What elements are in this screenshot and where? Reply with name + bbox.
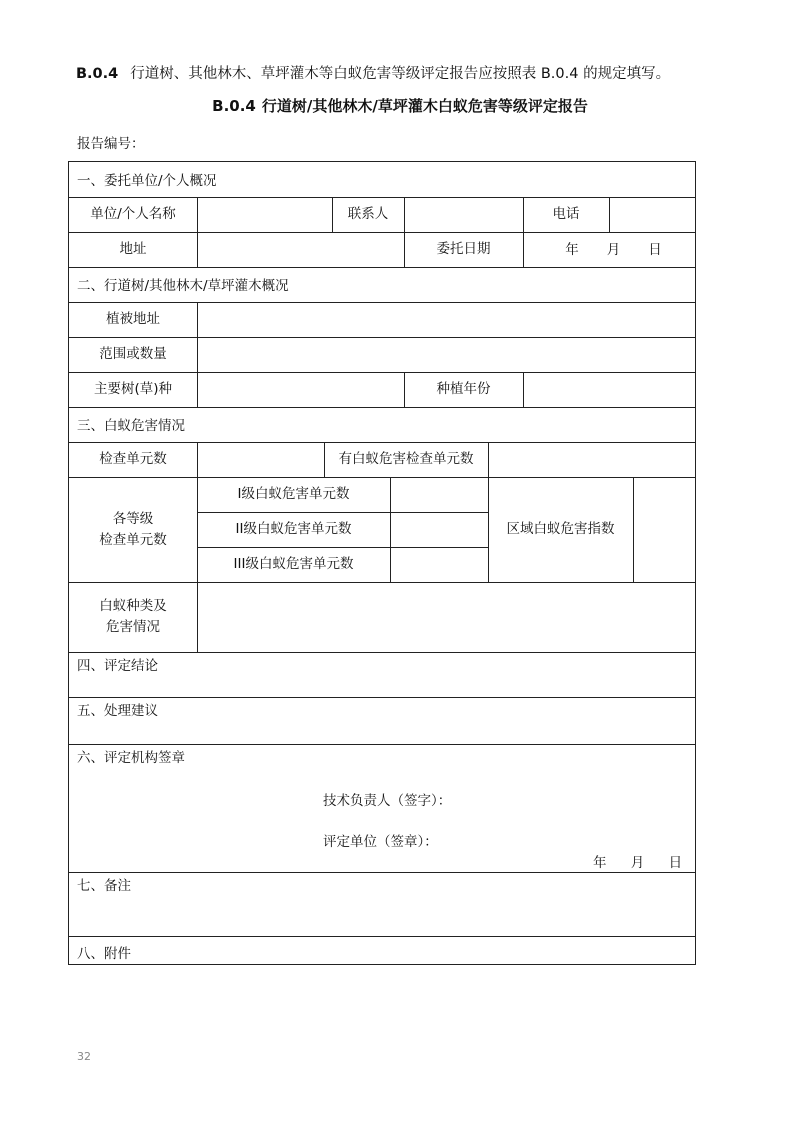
grade-units-label [69,477,197,582]
address-label: 地址 [119,241,147,257]
species-field[interactable] [198,373,404,407]
inspect-units-field[interactable] [198,443,324,477]
section5-heading: 五、处理建议 [77,703,158,719]
plant-year-label: 种植年份 [436,381,491,397]
remarks-field[interactable] [69,894,695,936]
sign-date-day: 日 [668,855,683,871]
species-damage-field[interactable] [198,583,695,652]
intro-paragraph [76,62,670,83]
entrust-date-label: 委托日期 [436,241,491,257]
form-title-number: B.0.4 [212,97,256,115]
conclusion-field[interactable] [69,672,695,697]
grade-units-label-line1: 各等级 [112,510,154,527]
form-title-text: 行道树/其他林木/草坪灌木白蚁危害等级评定报告 [261,97,588,115]
unit-name-field[interactable] [198,198,332,232]
area-index-field[interactable] [634,478,695,582]
entrust-date-day: 日 [648,241,662,258]
section8-heading: 八、附件 [77,946,131,962]
grade2-field[interactable] [391,513,488,547]
species-damage-label-line1: 白蚁种类及 [99,598,167,614]
grade3-field[interactable] [391,548,488,582]
grade3-label: III级白蚁危害单元数 [233,556,354,572]
contact-field[interactable] [405,198,523,232]
scope-field[interactable] [198,338,695,372]
eval-unit-stamp-label: 评定单位（签章）： [323,834,438,850]
phone-label: 电话 [552,206,580,222]
entrust-date-field[interactable] [524,233,695,267]
area-index-label: 区域白蚁危害指数 [506,521,615,537]
grade-units-label-line2: 检查单元数 [99,531,167,548]
section3-heading: 三、白蚁危害情况 [77,418,185,434]
section2-heading: 二、行道树/其他林木/草坪灌木概况 [77,278,289,294]
vegetation-address-label: 植被地址 [106,311,160,327]
section7-heading: 七、备注 [77,878,131,894]
contact-label: 联系人 [347,206,389,222]
phone-field[interactable] [610,198,695,232]
plant-year-field[interactable] [524,373,695,407]
report-form-table [68,161,696,965]
grade2-label: II级白蚁危害单元数 [235,521,352,537]
report-number-label: 报告编号： [77,136,145,152]
entrust-date-month: 月 [606,241,621,258]
unit-name-label: 单位/个人名称 [90,206,176,222]
section6-heading: 六、评定机构签章 [77,750,185,766]
intro-number: B.0.4 [76,66,119,82]
species-label: 主要树(草)种 [93,381,173,397]
species-damage-label-line2: 危害情况 [106,619,160,635]
sign-date-month: 月 [630,855,645,871]
section1-heading: 一、委托单位/个人概况 [77,173,217,189]
scope-label: 范围或数量 [99,346,167,362]
section4-heading: 四、评定结论 [77,658,158,674]
inspect-units-label: 检查单元数 [99,451,167,467]
infested-units-field[interactable] [489,443,695,477]
sign-date [593,851,682,871]
vegetation-address-field[interactable] [198,303,695,337]
suggestion-field[interactable] [69,718,695,744]
form-title [0,95,800,116]
grade1-label: I级白蚁危害单元数 [237,486,350,502]
species-damage-label [69,582,197,652]
infested-units-label: 有白蚁危害检查单元数 [338,451,474,467]
sign-date-year: 年 [593,855,607,871]
page-number: 32 [77,1050,91,1063]
tech-lead-signature-label: 技术负责人（签字）： [323,793,452,809]
address-field[interactable] [198,233,404,267]
entrust-date-year: 年 [565,241,579,258]
intro-text: 行道树、其他林木、草坪灌木等白蚁危害等级评定报告应按照表 B.0.4 的规定填写。 [130,66,671,82]
grade1-field[interactable] [391,478,488,512]
